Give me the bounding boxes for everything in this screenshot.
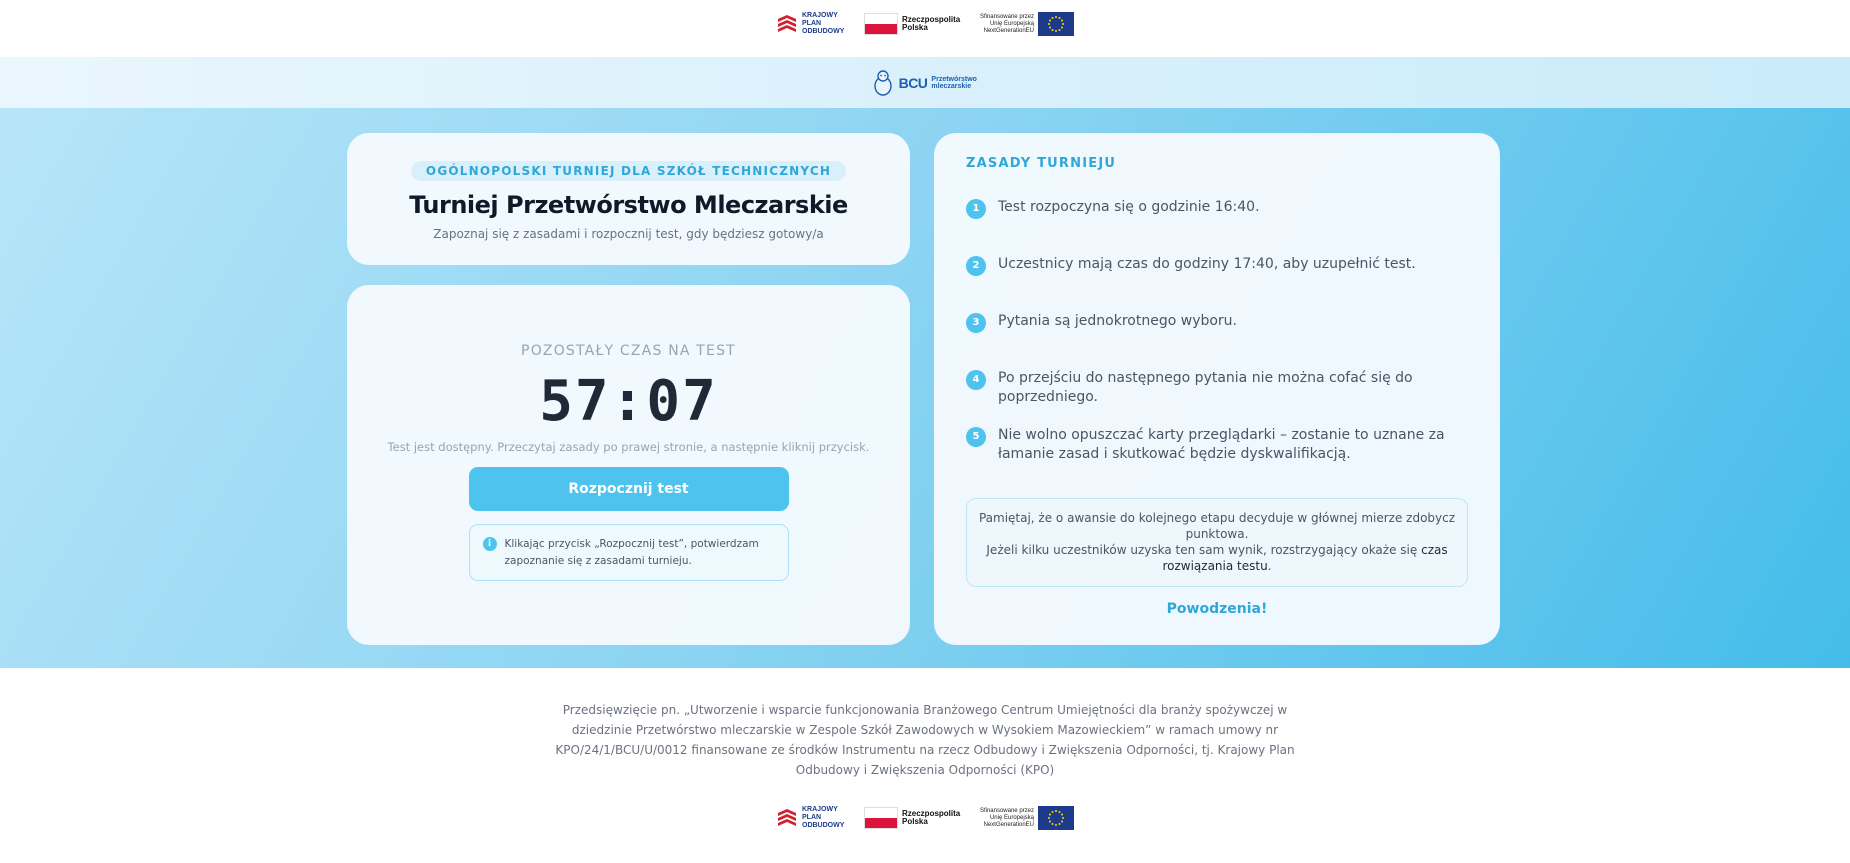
funding-statement: Przedsięwzięcie pn. „Utworzenie i wsparcie funkcjonowania Branżowego Centrum Umiejętności dla branży spożywczej w dziedzinie Przetwórstwo mleczarskie w Zespole Szkół Zawodowych w Wysokiem Mazowieckiem” w ramach umowy nr KPO/24/1/BCU/U/0012 finansowane ze środków Instrumentu na rzecz Odbudowy i Zwiększenia Odporności, tj. Krajowy Plan Odbudowy i Zwiększenia Odporności (KPO) — [555, 703, 1295, 777]
kpo-logo-text: KRAJOWY PLAN ODBUDOWY — [802, 12, 845, 35]
rule-item — [966, 426, 1466, 464]
timer-label: POZOSTAŁY CZAS NA TEST — [521, 343, 736, 359]
intro-card — [347, 133, 910, 265]
eu-logo — [972, 12, 1074, 36]
funding-logos-bottom — [0, 795, 1850, 841]
scoring-note-emphasis: czas rozwiązania testu — [1162, 543, 1448, 573]
kpo-logo — [776, 806, 850, 830]
bcu-brand: BCU — [898, 74, 928, 91]
rule-text: Nie wolno opuszczać karty przeglądarki – zostanie to uznane za łamanie zasad i skutkować będzie dyskwalifikacją. — [998, 427, 1445, 462]
rule-number-badge: 2 — [966, 256, 986, 276]
rule-number-badge: 5 — [966, 427, 986, 447]
bcu-logo — [871, 69, 980, 97]
funding-logos-top — [0, 0, 1850, 48]
rp-logo — [864, 13, 961, 35]
scoring-note — [966, 498, 1468, 587]
rule-item — [966, 255, 1466, 276]
info-icon: i — [483, 537, 497, 551]
polish-flag-icon — [864, 807, 898, 829]
header-band — [0, 57, 1850, 108]
main-section — [0, 108, 1850, 668]
rule-text: Po przejściu do następnego pytania nie można cofać się do poprzedniego. — [998, 370, 1413, 405]
timer-note: Test jest dostępny. Przeczytaj zasady po prawej stronie, a następnie kliknij przycisk. — [387, 440, 870, 454]
rp-logo-text: Rzeczpospolita Polska — [902, 15, 961, 32]
consent-notice — [469, 524, 789, 581]
scoring-note-line-2 — [967, 542, 1467, 574]
rule-item — [966, 369, 1466, 407]
eu-flag-icon — [1038, 806, 1074, 830]
start-test-button[interactable]: Rozpocznij test — [469, 467, 789, 511]
kpo-logo-text: KRAJOWY PLAN ODBUDOWY — [802, 806, 845, 829]
page-subtitle: Zapoznaj się z zasadami i rozpocznij test, gdy będziesz gotowy/a — [433, 227, 824, 241]
rules-card — [934, 133, 1500, 645]
rule-number-badge: 1 — [966, 199, 986, 219]
scoring-note-text: Jeżeli kilku uczestników uzyska ten sam wynik, rozstrzygający okaże się — [986, 543, 1418, 557]
timer-card — [347, 285, 910, 645]
eu-logo-text: Sfinansowane przez Unię Europejską NextGenerationEU — [979, 807, 1034, 828]
eu-flag-icon — [1038, 12, 1074, 36]
rp-logo — [864, 807, 961, 829]
kpo-icon — [776, 807, 798, 829]
rule-number-badge: 4 — [966, 370, 986, 390]
rp-logo-text: Rzeczpospolita Polska — [902, 809, 961, 826]
eu-logo-text: Sfinansowane przez Unię Europejską NextGenerationEU — [979, 13, 1034, 34]
scoring-note-end: . — [1267, 559, 1272, 573]
polish-flag-icon — [864, 13, 898, 35]
rule-item — [966, 312, 1466, 333]
consent-text: Klikając przycisk „Rozpocznij test”, potwierdzam zapoznanie się z zasadami turnieju. — [504, 538, 759, 567]
rule-text: Test rozpoczyna się o godzinie 16:40. — [998, 199, 1260, 215]
tournament-eyebrow: OGÓLNOPOLSKI TURNIEJ DLA SZKÓŁ TECHNICZNYCH — [411, 161, 846, 181]
scoring-note-line-1: Pamiętaj, że o awansie do kolejnego etapu decyduje w głównej mierze zdobycz punktowa. — [978, 511, 1456, 541]
page-title: Turniej Przetwórstwo Mleczarskie — [409, 191, 848, 219]
rule-item — [966, 198, 1466, 219]
rule-number-badge: 3 — [966, 313, 986, 333]
kpo-icon — [776, 13, 798, 35]
bcu-brand-sub: Przetwórstwo mleczarskie — [931, 75, 977, 90]
eu-logo — [972, 806, 1074, 830]
countdown-timer: 57:07 — [539, 369, 718, 434]
rule-text: Uczestnicy mają czas do godziny 17:40, aby uzupełnić test. — [998, 256, 1416, 272]
milk-mascot-icon — [871, 69, 895, 97]
rule-text: Pytania są jednokrotnego wyboru. — [998, 313, 1238, 329]
kpo-logo — [776, 12, 850, 36]
rules-heading: ZASADY TURNIEJU — [966, 156, 1117, 171]
good-luck-message: Powodzenia! — [1166, 601, 1268, 617]
